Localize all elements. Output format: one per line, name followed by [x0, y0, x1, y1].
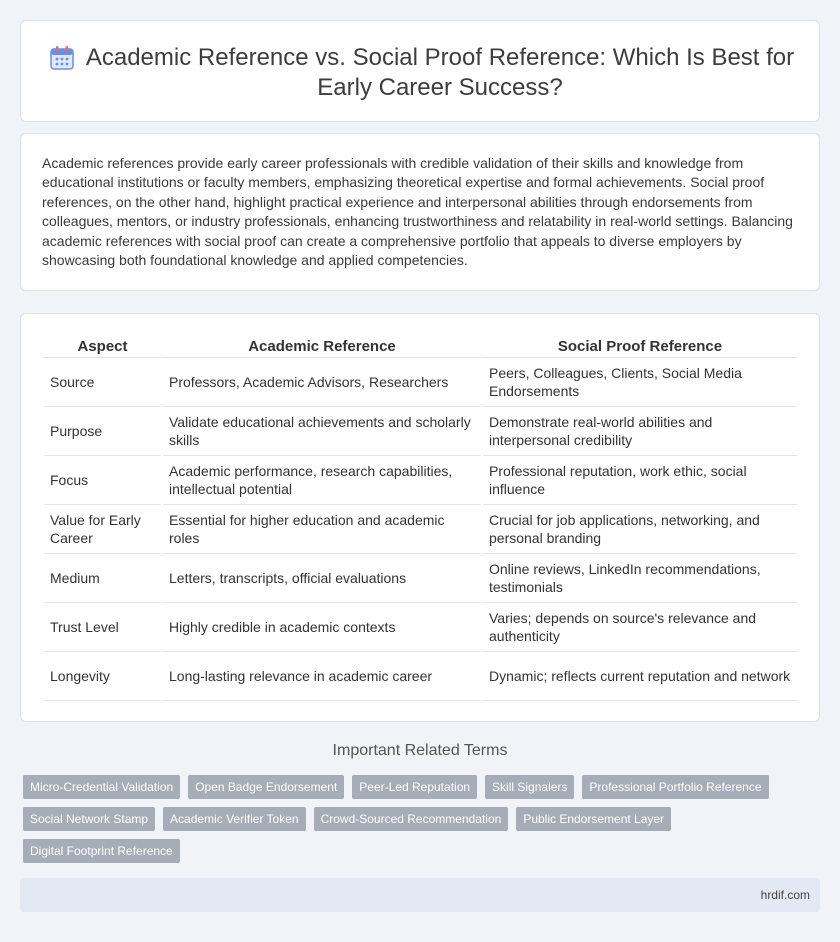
cell-academic: Professors, Academic Advisors, Researchers	[163, 358, 481, 407]
cell-aspect: Trust Level	[44, 603, 161, 652]
cell-academic: Long-lasting relevance in academic career	[163, 652, 481, 701]
table-row	[44, 456, 797, 505]
table-row	[44, 407, 797, 456]
table-row	[44, 358, 797, 407]
related-term-tag[interactable]: Micro-Credential Validation	[23, 775, 180, 799]
cell-social-proof: Online reviews, LinkedIn recommendations, testimonials	[483, 554, 797, 603]
related-term-tag[interactable]: Public Endorsement Layer	[516, 807, 671, 831]
related-terms-heading: Important Related Terms	[332, 742, 508, 759]
related-term-tag[interactable]: Social Network Stamp	[23, 807, 155, 831]
cell-academic: Validate educational achievements and scholarly skills	[163, 407, 481, 456]
cell-academic: Letters, transcripts, official evaluations	[163, 554, 481, 603]
summary-paragraph: Academic references provide early career professionals with credible validation of their skills and knowledge from educational institutions or faculty members, emphasizing theoretical expertise and formal achievements. Social proof references, on the other hand, highlight practical experience and interpersonal abilities through endorsements from colleagues, mentors, or industry professionals, enhancing trustworthiness and relatability in real-world settings. Balancing academic references with social proof can create a comprehensive portfolio that appeals to diverse employers by showcasing both foundational knowledge and applied competencies.	[42, 155, 793, 269]
related-term-tag[interactable]: Digital Footprint Reference	[23, 839, 180, 863]
table-row	[44, 554, 797, 603]
header-social-proof: Social Proof Reference	[483, 334, 797, 358]
cell-social-proof: Crucial for job applications, networking, and personal branding	[483, 505, 797, 554]
related-term-tag[interactable]: Academic Verifier Token	[163, 807, 306, 831]
comparison-table-card	[20, 313, 820, 722]
related-term-tag[interactable]: Crowd-Sourced Recommendation	[314, 807, 509, 831]
cell-academic: Essential for higher education and academic roles	[163, 505, 481, 554]
cell-social-proof: Dynamic; reflects current reputation and network	[483, 652, 797, 701]
related-terms-list	[23, 775, 783, 863]
cell-social-proof: Demonstrate real-world abilities and interpersonal credibility	[483, 407, 797, 456]
cell-academic: Highly credible in academic contexts	[163, 603, 481, 652]
cell-social-proof: Professional reputation, work ethic, social influence	[483, 456, 797, 505]
cell-aspect: Value for Early Career	[44, 505, 161, 554]
related-term-tag[interactable]: Open Badge Endorsement	[188, 775, 344, 799]
header-academic: Academic Reference	[163, 334, 481, 358]
cell-aspect: Purpose	[44, 407, 161, 456]
table-header-row	[44, 334, 797, 358]
related-term-tag[interactable]: Skill Signalers	[485, 775, 574, 799]
header-aspect: Aspect	[44, 334, 161, 358]
summary-card	[20, 133, 820, 291]
comparison-table	[42, 334, 799, 701]
table-row	[44, 505, 797, 554]
title-card	[20, 20, 820, 122]
cell-aspect: Source	[44, 358, 161, 407]
related-term-tag[interactable]: Professional Portfolio Reference	[582, 775, 768, 799]
cell-academic: Academic performance, research capabilities, intellectual potential	[163, 456, 481, 505]
table-row	[44, 603, 797, 652]
table-row	[44, 652, 797, 701]
cell-aspect: Medium	[44, 554, 161, 603]
footer-bar	[20, 878, 820, 912]
footer-site-link[interactable]: hrdif.com	[760, 888, 810, 902]
related-term-tag[interactable]: Peer-Led Reputation	[352, 775, 477, 799]
page-title: Academic Reference vs. Social Proof Reference: Which Is Best for Early Career Success?	[85, 44, 795, 101]
cell-social-proof: Varies; depends on source's relevance and authenticity	[483, 603, 797, 652]
cell-social-proof: Peers, Colleagues, Clients, Social Media Endorsements	[483, 358, 797, 407]
cell-aspect: Longevity	[44, 652, 161, 701]
cell-aspect: Focus	[44, 456, 161, 505]
